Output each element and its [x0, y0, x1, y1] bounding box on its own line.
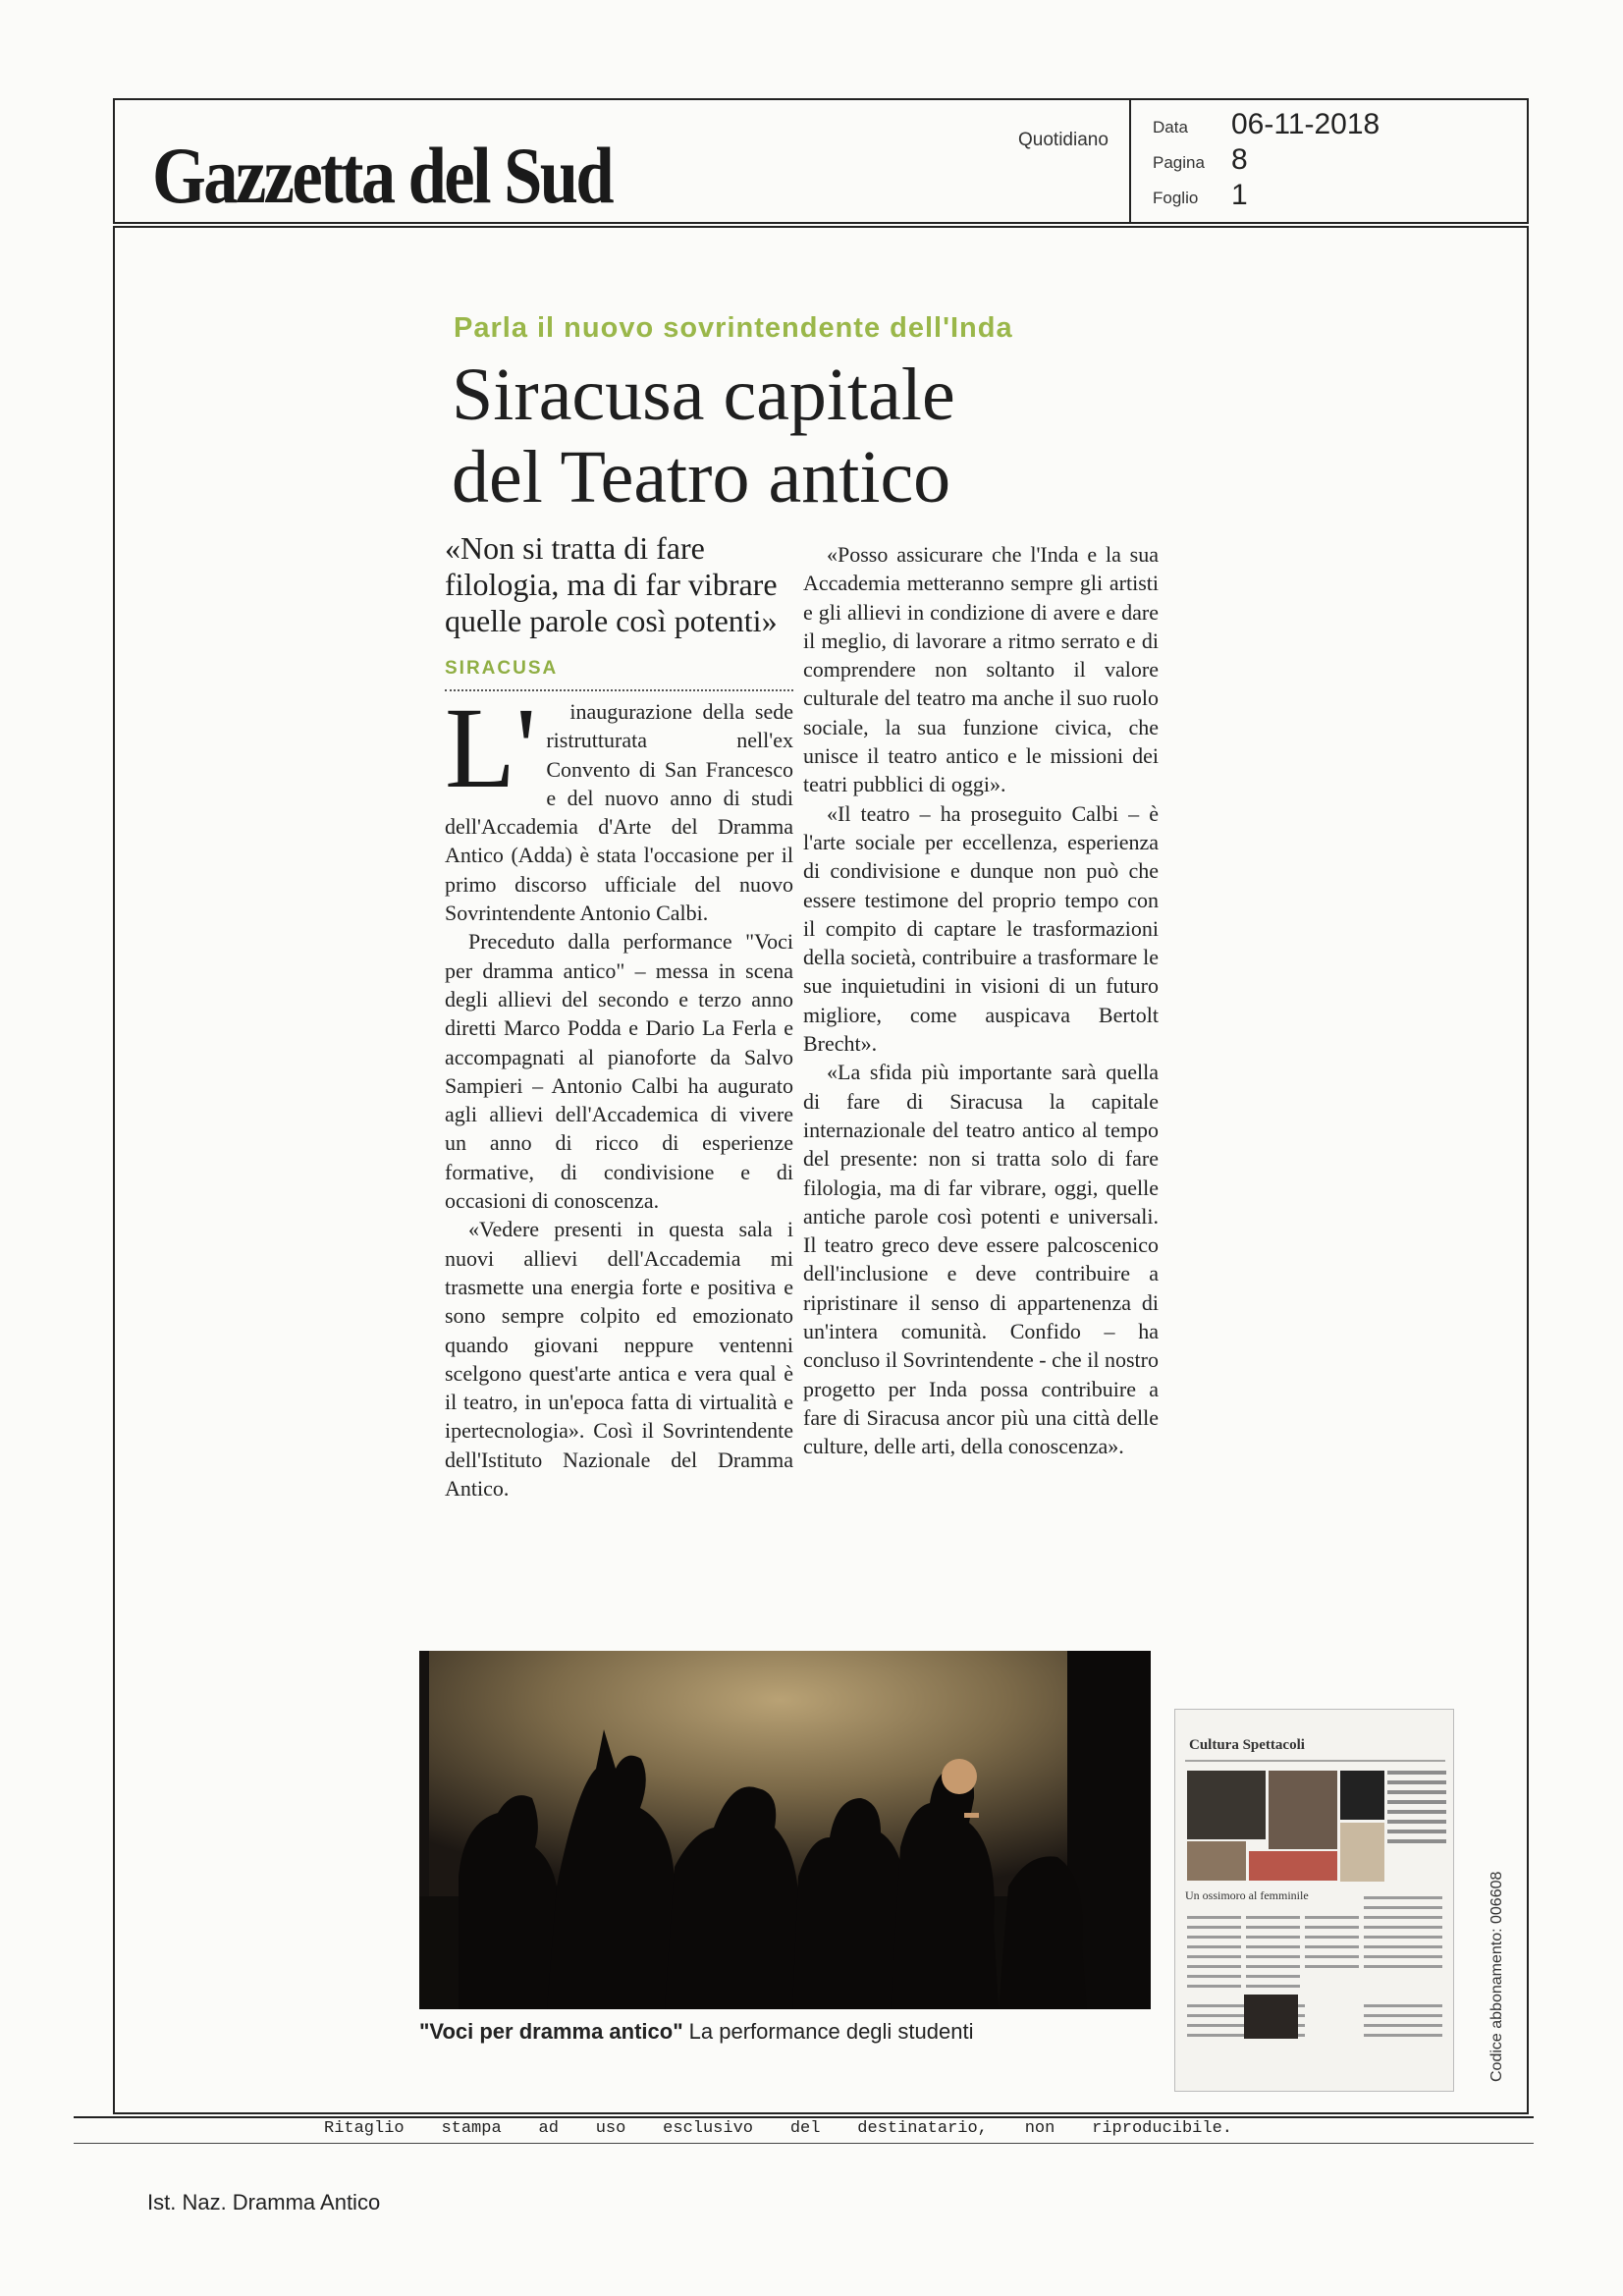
footer-word: destinatario, — [857, 2119, 988, 2138]
article-column-1 — [445, 683, 793, 1503]
article-headline — [452, 354, 955, 519]
performance-photo — [419, 1651, 1151, 2009]
info-box — [1129, 100, 1531, 222]
footer-word: uso — [595, 2119, 626, 2138]
article-kicker: Parla il nuovo sovrintendente dell'Inda — [454, 312, 1013, 344]
newspaper-logo: Gazzetta del Sud — [152, 131, 613, 220]
footer-rule-top — [74, 2116, 1534, 2118]
masthead — [113, 98, 1529, 224]
footer-word: ad — [538, 2119, 559, 2138]
footer-disclaimer — [324, 2119, 1232, 2138]
footer-word: Ritaglio — [324, 2119, 405, 2138]
date-label: Data — [1153, 118, 1188, 137]
paragraph: «Il teatro – ha proseguito Calbi – è l'arte sociale per eccellenza, esperienza di condivisione e dunque non può che essere testimone del proprio tempo con il compito di captare le trasformazioni della società, contribuire a trasformare le sue inquietudini in visioni di un futuro migliore, come auspicava Bertolt Brecht». — [803, 800, 1159, 1057]
thumbnail-headline: Un ossimoro al femminile — [1185, 1888, 1309, 1902]
paragraph: Preceduto dalla performance "Voci per dramma antico" – messa in scena degli allievi del secondo e terzo anno diretti Marco Podda e Dario La Ferla e accompagnati al pianoforte da Salvo Sampieri – Antonio Calbi ha augurato agli allievi dell'Accademica di vivere un anno di ricco di esperienze formative, di condivisione e di occasioni di conoscenza. — [445, 929, 793, 1214]
paragraph: «Posso assicurare che l'Inda e la sua Accademia metteranno sempre gli artisti e gli allievi in condizione di avere e dare il meglio, di lavorare a ritmo serrato e di comprendere non soltanto il valore culturale del teatro ma anche il suo ruolo sociale, la sua funzione civica, che unisce il teatro antico e le missioni dei teatri pubblici di oggi». — [803, 542, 1159, 797]
photo-caption — [419, 2019, 974, 2045]
subscription-code: Codice abbonamento: 006608 — [1488, 1871, 1505, 2082]
headline-line-1: Siracusa capitale — [452, 354, 955, 436]
paragraph: inaugurazione della sede ristrutturata nell'ex Convento di San Francesco e del nuovo anno di studi dell'Accademia d'Arte del Dramma Antico (Adda) è stata l'occasione per il primo discorso ufficiale del nuovo Sovrintendente Antonio Calbi. — [445, 699, 793, 926]
sheet-value: 1 — [1231, 179, 1248, 211]
drop-cap: L' — [445, 683, 537, 812]
footer-word: stampa — [441, 2119, 502, 2138]
page-value: 8 — [1231, 143, 1248, 176]
publication-type: Quotidiano — [1018, 130, 1109, 150]
thumbnail-section-title: Cultura Spettacoli — [1189, 1737, 1305, 1753]
info-row-sheet — [1131, 179, 1531, 214]
footer-word: non — [1024, 2119, 1055, 2138]
sheet-label: Foglio — [1153, 189, 1199, 207]
article-column-2 — [803, 540, 1159, 1461]
owner-name: Ist. Naz. Dramma Antico — [147, 2190, 381, 2214]
info-row-page — [1131, 143, 1531, 179]
paragraph: «La sfida più importante sarà quella di fare di Siracusa la capitale internazionale del teatro antico al tempo del presente: non si tratta solo di fare filologia, ma di far vibrare, oggi, quelle antiche parole così potenti e universali. Il teatro greco deve essere palcoscenico dell'inclusione e deve contribuire a ripristinare il senso di appartenenza di un'intera comunità. Confido – ha concluso il Sovrintendente - che il nostro progetto per Inda possa contribuire a fare di Siracusa ancor più una città delle culture, delle arti, della conoscenza». — [803, 1060, 1159, 1459]
paragraph: «Vedere presenti in questa sala i nuovi allievi dell'Accademia mi trasmette una energia forte e positiva e sono sempre colpito ed emozionato quando giovani neppure ventenni scelgono quest'arte antica e vera qual è il teatro, in un'epoca fatta di virtualità e ipertecnologia». Così il Sovrintendente dell'Istituto Nazionale del Dramma Antico. — [445, 1217, 793, 1502]
page-thumbnail — [1174, 1709, 1454, 2092]
date-value: 06-11-2018 — [1231, 108, 1380, 140]
caption-text: La performance degli studenti — [688, 2019, 974, 2044]
article-subhead: «Non si tratta di fare filologia, ma di far vibrare quelle parole così potenti» — [445, 530, 778, 638]
headline-line-2: del Teatro antico — [452, 436, 951, 519]
caption-title: "Voci per dramma antico" — [419, 2019, 683, 2044]
footer-word: riproducibile. — [1092, 2119, 1232, 2138]
photo-illustration — [419, 1651, 1151, 2009]
footer-word: del — [789, 2119, 821, 2138]
page-label: Pagina — [1153, 153, 1205, 172]
footer-rule-bottom — [74, 2143, 1534, 2144]
footer-word: esclusivo — [663, 2119, 753, 2138]
article-dateline: SIRACUSA — [445, 658, 559, 679]
info-row-date — [1131, 108, 1531, 143]
